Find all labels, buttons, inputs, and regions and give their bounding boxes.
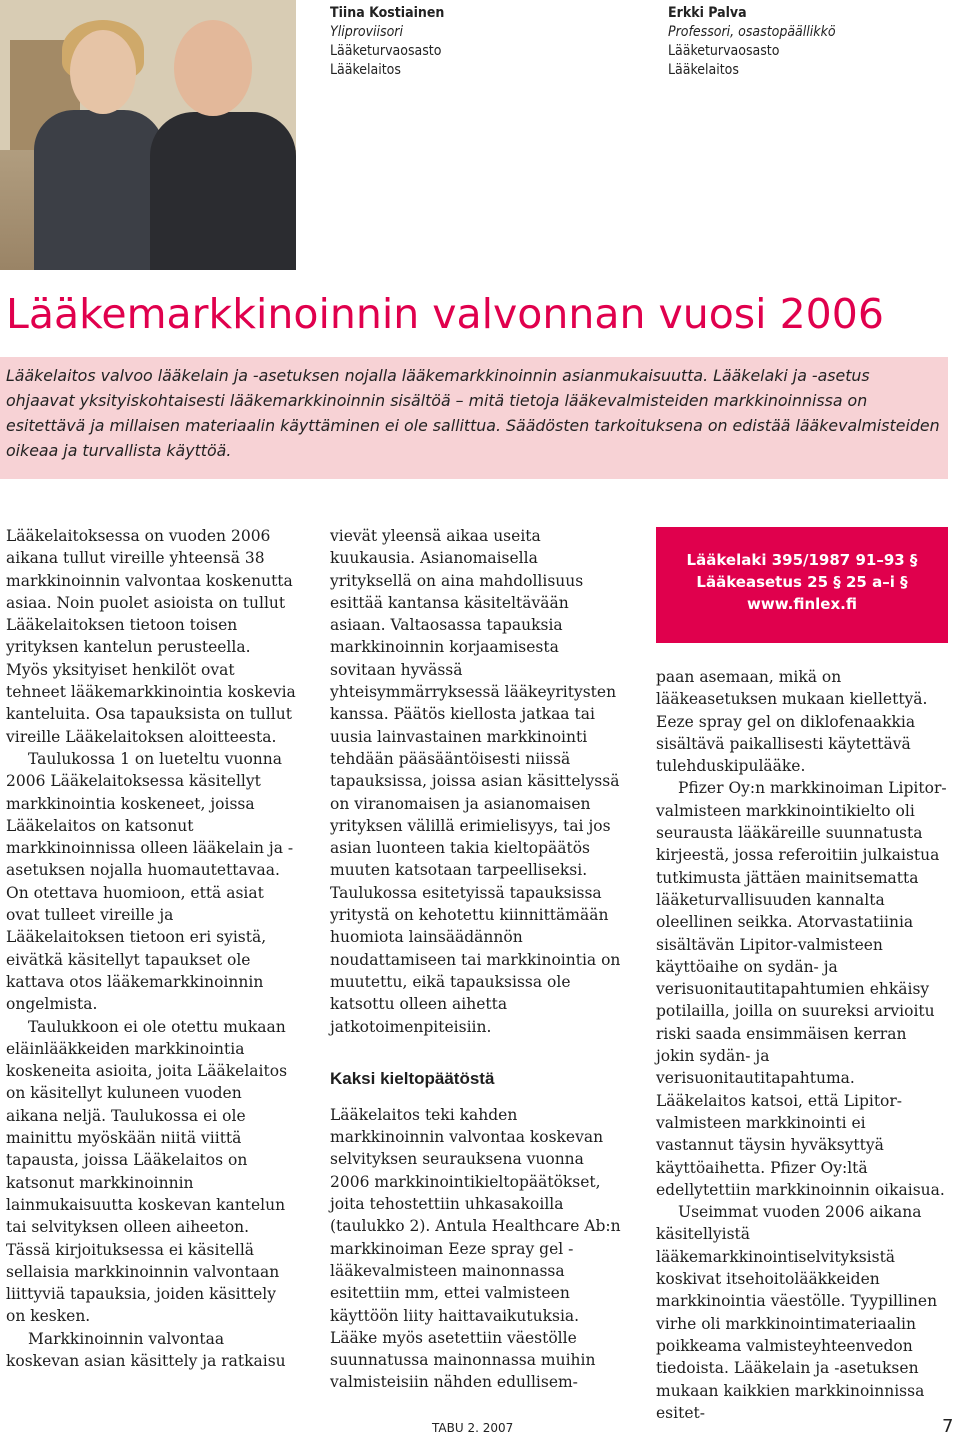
body-paragraph: Lääkelaitoksessa on vuoden 2006 aikana tullut vireille yhteensä 38 markkinoinnin valvontaa koskenutta asiaa. Noin puolet asioista on tullut Lääkelaitoksen tietoon toisen yrityksen kantelun perusteella. Myös yksityiset henkilöt ovat tehneet lääkemarkkinointia koskevia kanteluita. Osa tapauksista on tullut vireille Lääkelaitoksen aloitteesta. [6, 527, 296, 746]
portrait-photo [0, 0, 296, 270]
body-column-1 [6, 525, 296, 1372]
reference-box [656, 527, 948, 643]
body-paragraph: Taulukkoon ei ole otettu mukaan eläinlääkkeiden markkinointia koskeneita asioita, joita Lääkelaitos on käsitellyt kuluneen vuoden aikana neljä. Taulukossa ei ole mainittu myöskään niitä viittä tapausta, joissa Lääkelaitos on katsonut markkinoinnin lainmukaisuutta koskevan kantelun tai selvityksen olleen aiheeton. Tässä kirjoituksessa ei käsitellä sellaisia markkinoinnin valvontaan liittyviä tapauksia, joiden käsittely on kesken. [6, 1017, 288, 1326]
caption-left [330, 4, 630, 80]
body-column-3 [656, 666, 948, 1424]
caption-name: Tiina Kostiainen [330, 5, 445, 21]
caption-org: Lääkelaitos [330, 62, 401, 78]
body-paragraph: Lääkelaitos teki kahden markkinoinnin valvontaa koskevan selvityksen seurauksena vuonna 2006 markkinointikieltopäätökset, joita tehostettiin uhkasakoilla (taulukko 2). Antula Healthcare Ab:n markkinoiman Eeze spray gel -lääkevalmisteen mainonnassa esitettiin mm, ettei valmisteen käyttöön liity haittavaikutuksia. Lääke myös asetettiin väestölle suunnatussa mainonnassa muihin valmisteisiin nähden edullisem- [330, 1105, 621, 1392]
caption-name: Erkki Palva [668, 5, 747, 21]
page-number: 7 [942, 1416, 954, 1437]
issue-label: TABU 2. 2007 [432, 1421, 514, 1435]
body-paragraph: Useimmat vuoden 2006 aikana käsitellyistä lääkemarkkinointiselvityksistä koskivat itsehoitolääkkeiden markkinointia väestölle. Tyypillinen virhe oli markkinointimateriaalin poikkeama valmisteyhteenvedon tiedoista. Lääkelain ja -asetuksen mukaan kaikkien markkinoinnissa esitet- [656, 1203, 938, 1422]
reference-law: Lääkelaki 395/1987 91–93 § [686, 551, 918, 569]
caption-unit: Lääketurvaosasto [330, 43, 442, 59]
caption-role: Yliproviisori [330, 24, 403, 40]
reference-link[interactable]: www.finlex.fi [747, 595, 857, 613]
lead-paragraph: Lääkelaitos valvoo lääkelain ja -asetuksen nojalla lääkemarkkinoinnin asianmukaisuutta. Lääkelaki ja -asetus ohjaavat yksityiskohtaisesti lääkemarkkinoinnin sisältöä – mitä tietoja lääkevalmisteiden markkinoinnissa on esitettävä ja millaisen materiaalin käyttäminen ei ole sallittua. Säädösten tarkoituksena on edistää lääkevalmisteiden oikeaa ja turvallista käyttöä. [0, 357, 948, 479]
body-paragraph: vievät yleensä aikaa useita kuukausia. Asianomaisella yrityksellä on aina mahdollisuus esittää kantansa käsiteltävään asiaan. Valtaosassa tapauksia markkinoinnin korjaamisesta sovitaan hyvässä yhteisymmärryksessä lääkeyritysten kanssa. Päätös kiellosta jatkaa tai uusia lainvastainen markkinointi tehdään pääsääntöisesti niissä tapauksissa, joissa asian käsittelyssä on viranomaisen ja asianomaisen yrityksen välillä erimielisyys, tai jos asian luonteen takia kieltopäätös muuten katsotaan tarpeelliseksi. Taulukossa esitetyissä tapauksissa yritystä on kehotettu kiinnittämään huomiota lainsäädännön noudattamiseen tai markkinointia on muutettu, eikä tapauksissa ole katsottu olleen aihetta jatkotoimenpiteisiin. [330, 527, 621, 1036]
section-subheading: Kaksi kieltopäätöstä [330, 1068, 495, 1088]
caption-unit: Lääketurvaosasto [668, 43, 780, 59]
caption-right [668, 4, 958, 80]
body-paragraph: Markkinoinnin valvontaa koskevan asian käsittely ja ratkaisu [6, 1329, 286, 1370]
reference-decree: Lääkeasetus 25 § 25 a–i § [696, 573, 908, 591]
body-paragraph: Taulukossa 1 on lueteltu vuonna 2006 Lääkelaitoksessa käsitellyt markkinointia koskeneet, joissa Lääkelaitos on katsonut markkinoinnissa olleen lääkelain ja -asetuksen nojalla huomautettavaa. On otettava huomioon, että asiat ovat tulleet vireille ja Lääkelaitoksen tietoon eri syistä, eivätkä käsitellyt tapaukset ole kattava otos lääkemarkkinoinnin ongelmista. [6, 749, 294, 1014]
article-headline: Lääkemarkkinoinnin valvonnan vuosi 2006 [6, 290, 884, 338]
caption-org: Lääkelaitos [668, 62, 739, 78]
body-paragraph: Pfizer Oy:n markkinoiman Lipitor-valmisteen markkinointikielto oli seurausta lääkäreille suunnatusta kirjeestä, jossa referoitiin julkaistua tutkimusta jättäen mainitsematta lääketurvallisuuden kannalta oleellinen seikka. Atorvastatiinia sisältävän Lipitor-valmisteen käyttöaihe on sydän- ja verisuonitautitapahtumien ehkäisy potilailla, joilla on suureksi arvioitu riski saada ensimmäisen kerran jokin sydän- ja verisuonitautitapahtuma. Lääkelaitos katsoi, että Lipitor-valmisteen markkinointi ei vastannut täysin hyväksyttyä käyttöaihetta. Pfizer Oy:ltä edellytettiin markkinoinnin oikaisua. [656, 779, 947, 1199]
caption-role: Professori, osastopäällikkö [668, 24, 836, 40]
body-column-2 [330, 525, 624, 1394]
body-paragraph: paan asemaan, mikä on lääkeasetuksen mukaan kiellettyä. Eeze spray gel on diklofenaakkia sisältävä paikallisesti käytettävä tulehduskipulääke. [656, 668, 928, 776]
